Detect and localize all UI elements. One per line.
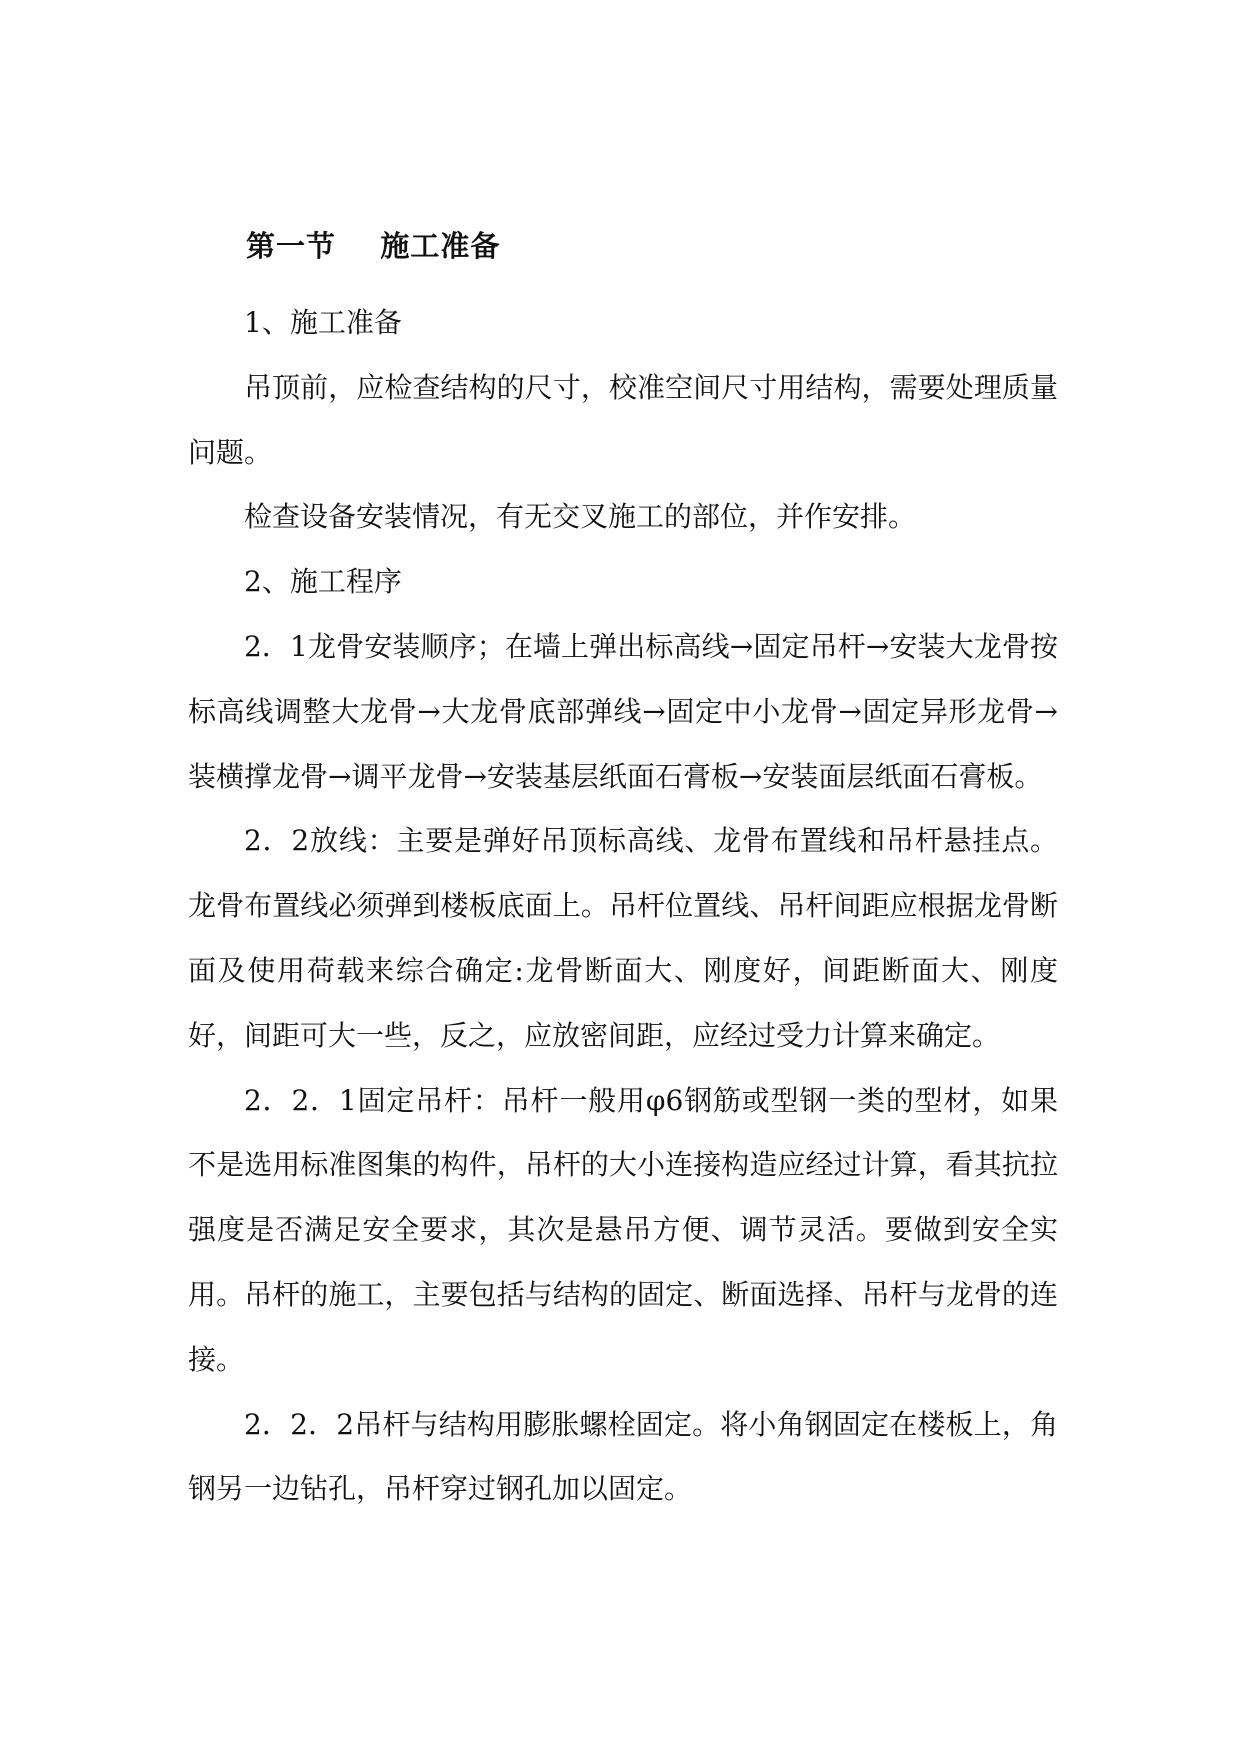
- document-page: [188, 0, 1058, 1754]
- paragraph: 吊顶前，应检查结构的尺寸，校准空间尺寸用结构，需要处理质量问题。: [188, 370, 1058, 469]
- paragraph: 2．2．2吊杆与结构用膨胀螺栓固定。将小角钢固定在楼板上，角钢另一边钻孔，吊杆穿过钢孔加以固定。: [188, 1407, 1058, 1506]
- paragraph: 1、施工准备: [244, 306, 402, 339]
- paragraph: 2．1龙骨安装顺序；在墙上弹出标高线→固定吊杆→安装大龙骨按标高线调整大龙骨→大龙骨底部弹线→固定中小龙骨→固定异形龙骨→装横撑龙骨→调平龙骨→安装基层纸面石膏板→安装面层纸面石膏板。: [188, 629, 1058, 793]
- paragraph: 检查设备安装情况，有无交叉施工的部位，并作安排。: [244, 500, 917, 534]
- document-body: [188, 291, 1058, 1522]
- paragraph: 2．2．1固定吊杆：吊杆一般用φ6钢筋或型钢一类的型材，如果不是选用标准图集的构件，吊杆的大小连接构造应经过计算，看其抗拉强度是否满足安全要求，其次是悬吊方便、调节灵活。要做到安全实用。吊杆的施工，主要包括与结构的固定、断面选择、吊杆与龙骨的连接。: [188, 1083, 1058, 1376]
- paragraph: 2、施工程序: [244, 565, 402, 599]
- section-title: 第一节 施工准备: [246, 229, 501, 263]
- paragraph: 2．2放线：主要是弹好吊顶标高线、龙骨布置线和吊杆悬挂点。龙骨布置线必须弹到楼板底面上。吊杆位置线、吊杆间距应根据龙骨断面及使用荷载来综合确定:龙骨断面大、刚度好，间距断面大、刚度好，间距可大一些，反之，应放密间距，应经过受力计算来确定。: [188, 824, 1058, 1052]
